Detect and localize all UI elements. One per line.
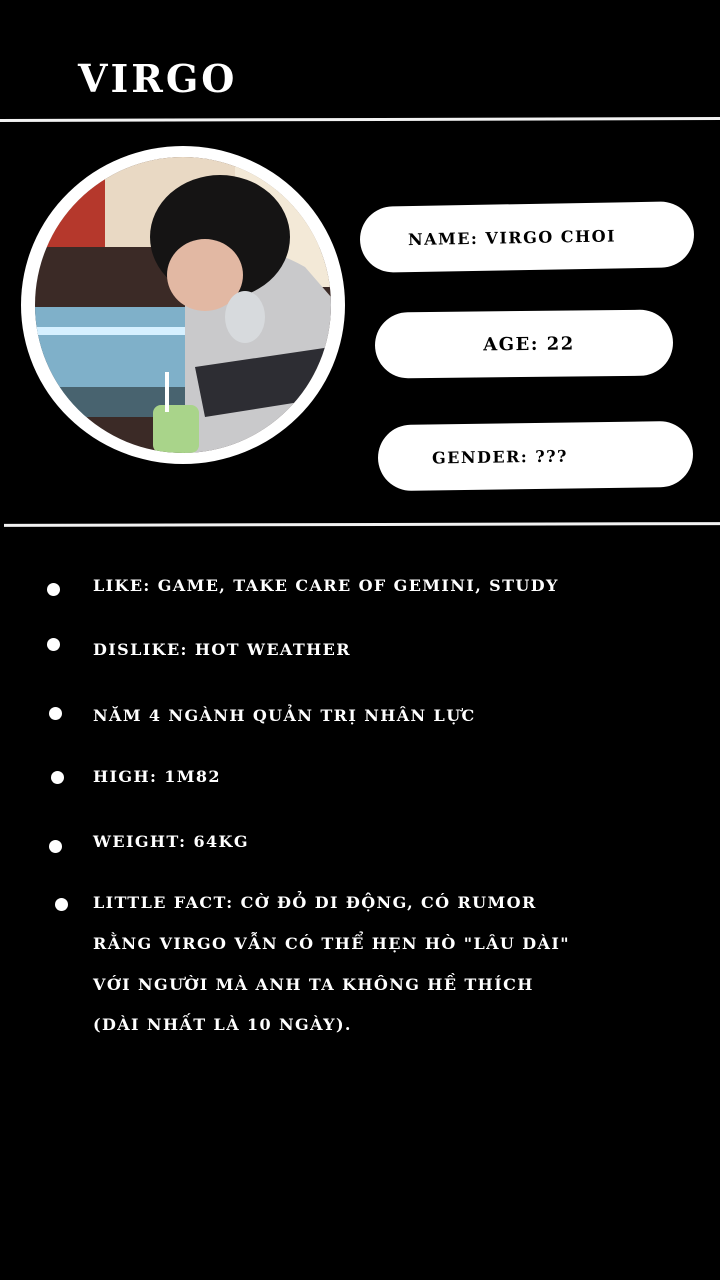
avatar	[35, 157, 331, 453]
page-title: VIRGO	[78, 56, 238, 101]
fact-dislike: DISLIKE: HOT WEATHER	[93, 640, 351, 659]
gender-pill: GENDER: ???	[378, 421, 694, 491]
fact-height: HIGH: 1M82	[93, 767, 221, 786]
section-divider	[4, 522, 720, 527]
little-fact-line-3: VỚI NGƯỜI MÀ ANH TA KHÔNG HỀ THÍCH	[93, 975, 534, 994]
top-divider	[0, 117, 720, 122]
bullet-dot-icon	[49, 707, 62, 720]
bullet-dot-icon	[47, 638, 60, 651]
fact-like: LIKE: GAME, TAKE CARE OF GEMINI, STUDY	[93, 576, 559, 595]
age-pill: AGE: 22	[375, 309, 674, 378]
bullet-dot-icon	[55, 898, 68, 911]
little-fact-line-2: RẰNG VIRGO VẪN CÓ THỂ HẸN HÒ "LÂU DÀI"	[93, 934, 570, 953]
fact-major: NĂM 4 NGÀNH QUẢN TRỊ NHÂN LỰC	[93, 706, 476, 725]
name-pill: NAME: VIRGO CHOI	[359, 201, 694, 273]
bullet-dot-icon	[49, 840, 62, 853]
avatar-photo	[35, 157, 331, 453]
bullet-dot-icon	[51, 771, 64, 784]
bullet-dot-icon	[47, 583, 60, 596]
little-fact-line-4: (DÀI NHẤT LÀ 10 NGÀY).	[93, 1015, 352, 1034]
little-fact-line-1: LITTLE FACT: CỜ ĐỎ DI ĐỘNG, CÓ RUMOR	[93, 893, 537, 912]
fact-weight: WEIGHT: 64KG	[93, 832, 249, 851]
